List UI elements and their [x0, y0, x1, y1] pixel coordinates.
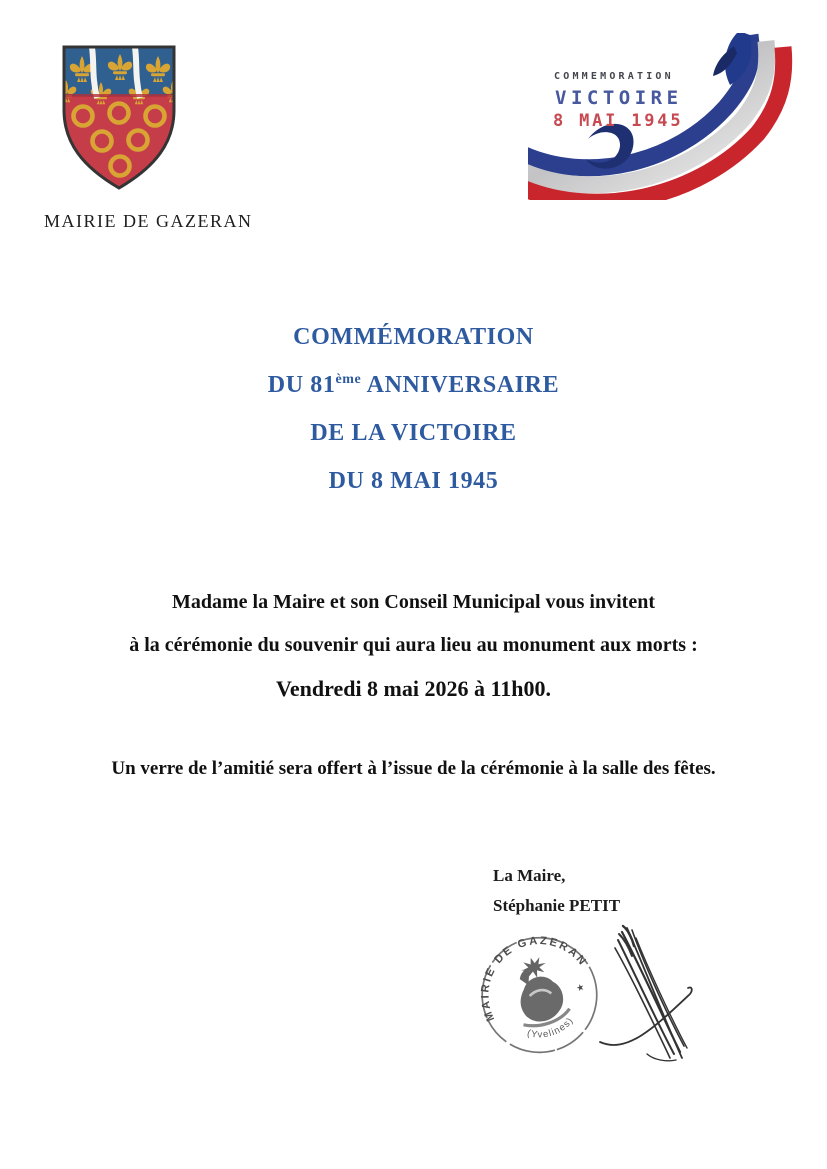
victoire-8-mai-logo	[528, 33, 796, 200]
stamp-star: ★	[574, 981, 586, 994]
title-line-2-suffix: ANNIVERSAIRE	[361, 372, 560, 398]
municipality-name: MAIRIE DE GAZERAN	[44, 211, 253, 231]
gazeran-coat-of-arms-icon	[61, 44, 177, 191]
invitation-line-1: Madame la Maire et son Conseil Municipal vous invitent	[172, 591, 655, 613]
stamp-top-text: MAIRIE DE GAZERAN	[479, 934, 590, 1023]
closing-line: Un verre de l’amitié sera offert à l’issue de la cérémonie à la salle des fêtes.	[111, 758, 716, 779]
stamp-bottom-text: (Yvelines)	[525, 1015, 577, 1041]
title-line-1: COMMÉMORATION	[293, 324, 534, 350]
document-title	[0, 324, 827, 516]
signatory-role: La Maire,	[493, 866, 566, 885]
ceremony-date: Vendredi 8 mai 2026 à 11h00.	[275, 676, 552, 701]
invitation-line-2: à la cérémonie du souvenir qui aura lieu au monument aux morts :	[129, 634, 698, 656]
logo-commemoration-text: COMMEMORATION	[554, 71, 674, 82]
handwritten-signature-icon	[592, 920, 700, 1065]
title-line-2-prefix: DU 81	[267, 372, 336, 398]
title-line-2	[0, 372, 827, 398]
municipal-stamp-icon	[479, 931, 601, 1057]
title-line-4: DU 8 MAI 1945	[328, 468, 499, 494]
invitation-text	[0, 590, 827, 702]
title-line-2-superscript: ème	[335, 372, 362, 387]
stamp-emblem	[504, 951, 571, 1031]
logo-victoire-text: VICTOIRE	[555, 87, 683, 109]
signatory-name: Stéphanie PETIT	[493, 896, 621, 915]
title-line-3: DE LA VICTOIRE	[310, 420, 517, 446]
logo-8-mai-1945-text: 8 MAI 1945	[553, 111, 684, 131]
